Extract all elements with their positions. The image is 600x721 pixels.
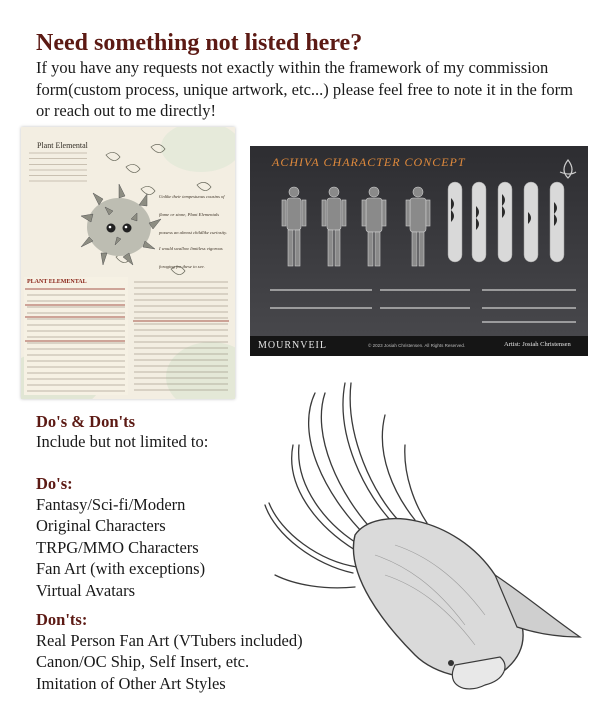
dos-donts-heading: Do's & Don'ts	[36, 412, 136, 431]
dos-donts-subheading: Include but not limited to:	[36, 432, 209, 451]
character-concept-sheet	[250, 146, 588, 356]
stat-page-title: Plant Elemental	[37, 141, 88, 150]
dos-item: Virtual Avatars	[36, 580, 136, 600]
stat-block-page-image	[21, 127, 235, 399]
stat-block-title: PLANT ELEMENTAL	[27, 279, 87, 285]
donts-item: Real Person Fan Art (VTubers included)	[36, 631, 303, 650]
donts-item: Canon/OC Ship, Self Insert, etc.	[36, 652, 250, 672]
stat-block-actions-text	[134, 279, 228, 391]
intro-paragraph: If you have any requests not exactly within the framework of my commission form(custom process, unique artwork, etc...) please feel free to note it in the form or reach out to me directly!	[36, 58, 573, 120]
dos-item: Fantasy/Sci-fi/Modern	[36, 495, 186, 514]
donts-list	[36, 630, 303, 694]
stat-page-description	[29, 151, 87, 185]
dos-heading: Do's:	[36, 474, 73, 493]
concept-brand: MOURNVEIL	[258, 340, 327, 351]
dos-item: Fan Art (with exceptions)	[36, 559, 206, 579]
concept-copyright: © 2023 Josiah Christensen. All Rights Reserved.	[368, 343, 466, 348]
donts-heading: Don'ts:	[36, 610, 88, 629]
concept-title: ACHIVA CHARACTER CONCEPT	[272, 155, 466, 169]
stat-page-quote-1: Unlike their tempestuous cousins of flame or stone, Plant Elementals possess an almost childlike curiosity.	[159, 194, 228, 235]
donts-item: Imitation of Other Art Styles	[36, 673, 226, 693]
dos-list	[36, 494, 205, 601]
dos-item: Original Characters	[36, 516, 166, 536]
page-title: Need something not listed here?	[36, 30, 363, 56]
stat-page-quote-2: I would swallow limitless vigorous foraging for these to see.	[159, 246, 223, 269]
concept-artist-credit: Artist: Josiah Christensen	[504, 341, 571, 348]
creature-sketch-image	[255, 375, 585, 695]
dos-item: TRPG/MMO Characters	[36, 537, 199, 557]
stat-block-text	[27, 292, 125, 392]
concept-artwork	[250, 146, 588, 356]
